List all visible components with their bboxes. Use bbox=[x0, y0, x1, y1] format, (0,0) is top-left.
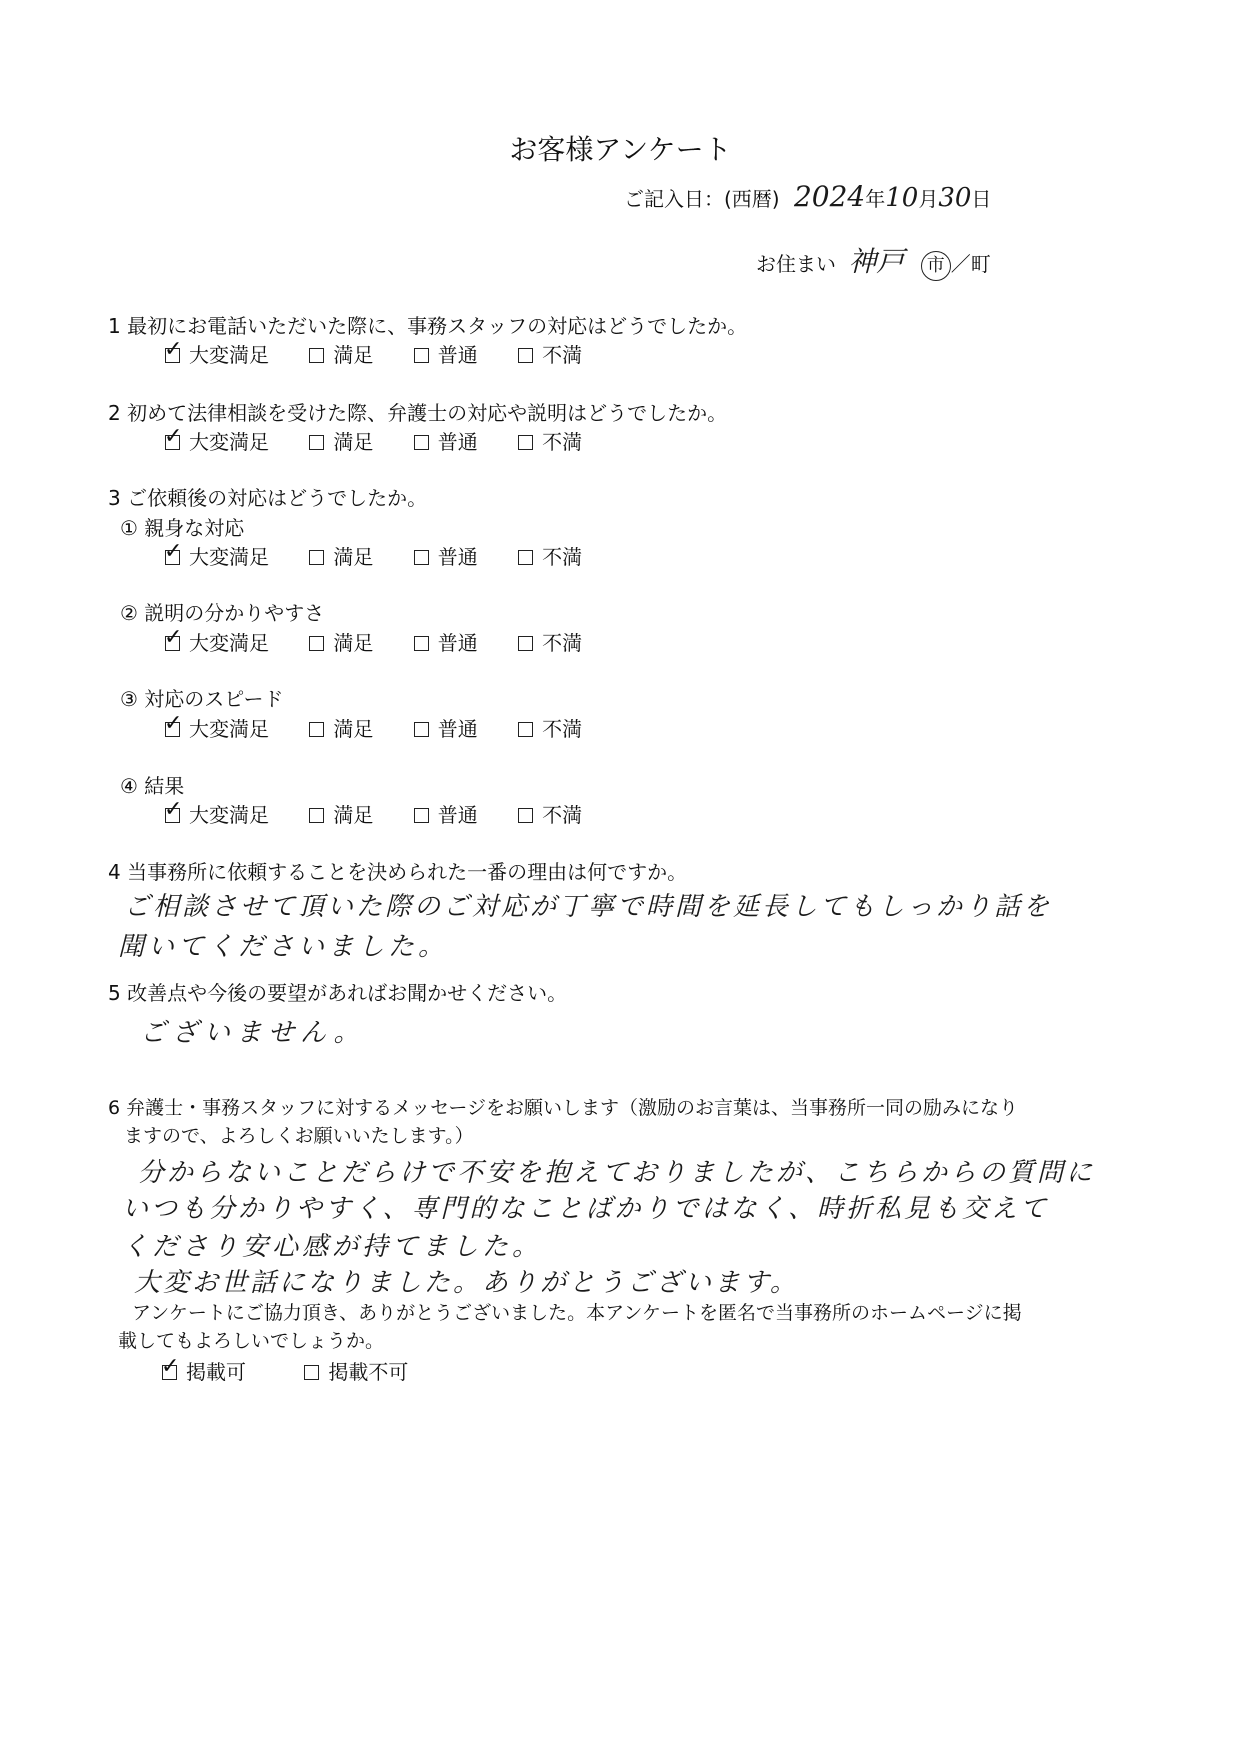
question-3-3: ③ 対応のスピード bbox=[120, 687, 284, 711]
checkbox[interactable] bbox=[309, 550, 324, 565]
checkbox[interactable] bbox=[309, 808, 324, 823]
option-label: 大変満足 bbox=[189, 803, 269, 827]
checkbox[interactable] bbox=[414, 550, 429, 565]
q4-answer-line-1: ご相談させて頂いた際のご対応が丁寧で時間を延長してもしっかり話を bbox=[124, 892, 1053, 922]
option-label: 大変満足 bbox=[189, 717, 269, 741]
checkbox[interactable] bbox=[518, 550, 533, 565]
option-label: 満足 bbox=[333, 717, 374, 741]
q3-4-option-2[interactable] bbox=[309, 799, 373, 828]
q3-4-option-1[interactable] bbox=[165, 799, 269, 828]
day-unit: 日 bbox=[971, 187, 992, 211]
q3-1-option-1[interactable] bbox=[165, 541, 269, 570]
option-label: 大変満足 bbox=[189, 631, 269, 655]
year-unit: 年 bbox=[865, 187, 886, 211]
check-mark-icon: ✓ bbox=[164, 797, 183, 822]
q3-4-option-3[interactable] bbox=[414, 799, 478, 828]
address-city: 神戸 bbox=[848, 245, 905, 278]
option-label: 不満 bbox=[542, 631, 583, 655]
q2-option-4[interactable] bbox=[518, 426, 582, 455]
q6-answer-line-4: 大変お世話になりました。ありがとうございます。 bbox=[134, 1268, 799, 1298]
q2-option-2[interactable] bbox=[309, 426, 373, 455]
option-label: 掲載不可 bbox=[328, 1360, 409, 1384]
question-2: 2 初めて法律相談を受けた際、弁護士の対応や説明はどうでしたか。 bbox=[108, 401, 728, 425]
date-label: ご記入日：(西暦) bbox=[624, 187, 780, 211]
checkbox[interactable] bbox=[309, 435, 324, 450]
month-unit: 月 bbox=[918, 187, 939, 211]
q3-3-option-1[interactable] bbox=[165, 713, 269, 742]
question-1: 1 最初にお電話いただいた際に、事務スタッフの対応はどうでしたか。 bbox=[108, 314, 748, 338]
check-mark-icon: ✓ bbox=[164, 539, 183, 564]
q3-3-option-3[interactable] bbox=[414, 713, 478, 742]
checkbox[interactable] bbox=[164, 424, 183, 450]
date-day: 30 bbox=[938, 183, 972, 213]
q1-option-2[interactable] bbox=[309, 339, 373, 368]
unit-separator: ／ bbox=[950, 252, 971, 276]
question-3: 3 ご依頼後の対応はどうでしたか。 bbox=[108, 486, 428, 510]
q1-option-4[interactable] bbox=[518, 339, 582, 368]
option-label: 普通 bbox=[437, 803, 478, 827]
option-label: 普通 bbox=[437, 631, 478, 655]
checkbox[interactable] bbox=[161, 1354, 180, 1380]
option-label: 大変満足 bbox=[189, 545, 269, 569]
consent-text-line-1: アンケートにご協力頂き、ありがとうございました。本アンケートを匿名で当事務所のホームページに掲 bbox=[132, 1302, 1022, 1324]
consent-option-publish[interactable] bbox=[162, 1356, 246, 1385]
q3-4-option-4[interactable] bbox=[518, 799, 582, 828]
q3-2-option-2[interactable] bbox=[309, 627, 373, 656]
check-mark-icon: ✓ bbox=[164, 337, 183, 362]
q6-answer-line-1: 分からないことだらけで不安を抱えておりましたが、こちらからの質問に bbox=[138, 1158, 1096, 1188]
city-unit-circled: 市 bbox=[921, 251, 951, 281]
question-6-line-2: ますので、よろしくお願いいたします。） bbox=[124, 1125, 474, 1147]
checkbox[interactable] bbox=[164, 539, 183, 565]
q3-1-option-4[interactable] bbox=[518, 541, 582, 570]
option-label: 普通 bbox=[437, 343, 478, 367]
option-label: 満足 bbox=[333, 803, 374, 827]
option-label: 普通 bbox=[437, 717, 478, 741]
checkbox[interactable] bbox=[309, 636, 324, 651]
checkbox[interactable] bbox=[414, 348, 429, 363]
option-label: 満足 bbox=[333, 545, 374, 569]
q2-option-3[interactable] bbox=[414, 426, 478, 455]
question-5: 5 改善点や今後の要望があればお聞かせください。 bbox=[108, 981, 568, 1005]
question-3-4: ④ 結果 bbox=[120, 774, 185, 798]
option-label: 不満 bbox=[542, 803, 583, 827]
checkbox[interactable] bbox=[309, 348, 324, 363]
q3-3-option-4[interactable] bbox=[518, 713, 582, 742]
option-label: 普通 bbox=[437, 430, 478, 454]
option-label: 大変満足 bbox=[189, 343, 269, 367]
q1-option-3[interactable] bbox=[414, 339, 478, 368]
question-3-1: ① 親身な対応 bbox=[120, 516, 245, 540]
question-4: 4 当事務所に依頼することを決められた一番の理由は何ですか。 bbox=[108, 860, 688, 884]
checkbox[interactable] bbox=[518, 636, 533, 651]
checkbox[interactable] bbox=[164, 711, 183, 737]
date-year: 2024 bbox=[793, 180, 866, 213]
consent-text-line-2: 載してもよろしいでしょうか。 bbox=[118, 1330, 385, 1352]
checkbox[interactable] bbox=[304, 1365, 319, 1380]
q1-option-1[interactable] bbox=[165, 339, 269, 368]
option-label: 大変満足 bbox=[189, 430, 269, 454]
check-mark-icon: ✓ bbox=[164, 424, 183, 449]
question-3-2: ② 説明の分かりやすさ bbox=[120, 601, 325, 625]
q3-1-option-2[interactable] bbox=[309, 541, 373, 570]
date-line bbox=[624, 180, 991, 213]
town-unit: 町 bbox=[970, 252, 991, 276]
check-mark-icon: ✓ bbox=[161, 1354, 180, 1379]
option-label: 普通 bbox=[437, 545, 478, 569]
address-line bbox=[756, 240, 991, 281]
checkbox[interactable] bbox=[414, 435, 429, 450]
checkbox[interactable] bbox=[164, 625, 183, 651]
checkbox[interactable] bbox=[518, 722, 533, 737]
checkbox[interactable] bbox=[518, 808, 533, 823]
option-label: 満足 bbox=[333, 430, 374, 454]
q3-3-option-2[interactable] bbox=[309, 713, 373, 742]
check-mark-icon: ✓ bbox=[164, 711, 183, 736]
q2-options bbox=[165, 426, 616, 455]
checkbox[interactable] bbox=[414, 808, 429, 823]
checkbox[interactable] bbox=[164, 337, 183, 363]
consent-option-no-publish[interactable] bbox=[304, 1356, 408, 1385]
option-label: 不満 bbox=[542, 717, 583, 741]
q3-1-option-3[interactable] bbox=[414, 541, 478, 570]
q4-answer-line-2: 聞いてくださいました。 bbox=[118, 932, 449, 962]
option-label: 満足 bbox=[333, 343, 374, 367]
q1-options bbox=[165, 339, 616, 368]
q5-answer: ございません。 bbox=[140, 1018, 366, 1048]
checkbox[interactable] bbox=[518, 435, 533, 450]
q6-answer-line-2: いつも分かりやすく、専門的なことばかりではなく、時折私見も交えて bbox=[122, 1194, 1049, 1224]
q3-2-option-1[interactable] bbox=[165, 627, 269, 656]
q3-2-options bbox=[165, 627, 616, 656]
date-month: 10 bbox=[885, 183, 919, 213]
page-title: お客様アンケート bbox=[509, 133, 732, 166]
option-label: 不満 bbox=[542, 430, 583, 454]
checkbox[interactable] bbox=[414, 722, 429, 737]
question-6-line-1: 6 弁護士・事務スタッフに対するメッセージをお願いします（激励のお言葉は、当事務所一同の励みになり bbox=[108, 1097, 1018, 1119]
option-label: 不満 bbox=[542, 545, 583, 569]
option-label: 満足 bbox=[333, 631, 374, 655]
q3-2-option-4[interactable] bbox=[518, 627, 582, 656]
address-label: お住まい bbox=[756, 252, 836, 276]
checkbox[interactable] bbox=[309, 722, 324, 737]
q3-2-option-3[interactable] bbox=[414, 627, 478, 656]
q6-answer-line-3: くださり安心感が持てました。 bbox=[122, 1232, 543, 1262]
q3-3-options bbox=[165, 713, 616, 742]
checkbox[interactable] bbox=[518, 348, 533, 363]
checkbox[interactable] bbox=[164, 797, 183, 823]
q2-option-1[interactable] bbox=[165, 426, 269, 455]
consent-options bbox=[162, 1356, 442, 1385]
option-label: 不満 bbox=[542, 343, 583, 367]
q3-4-options bbox=[165, 799, 616, 828]
checkbox[interactable] bbox=[414, 636, 429, 651]
check-mark-icon: ✓ bbox=[164, 625, 183, 650]
q3-1-options bbox=[165, 541, 616, 570]
option-label: 掲載可 bbox=[186, 1360, 246, 1384]
